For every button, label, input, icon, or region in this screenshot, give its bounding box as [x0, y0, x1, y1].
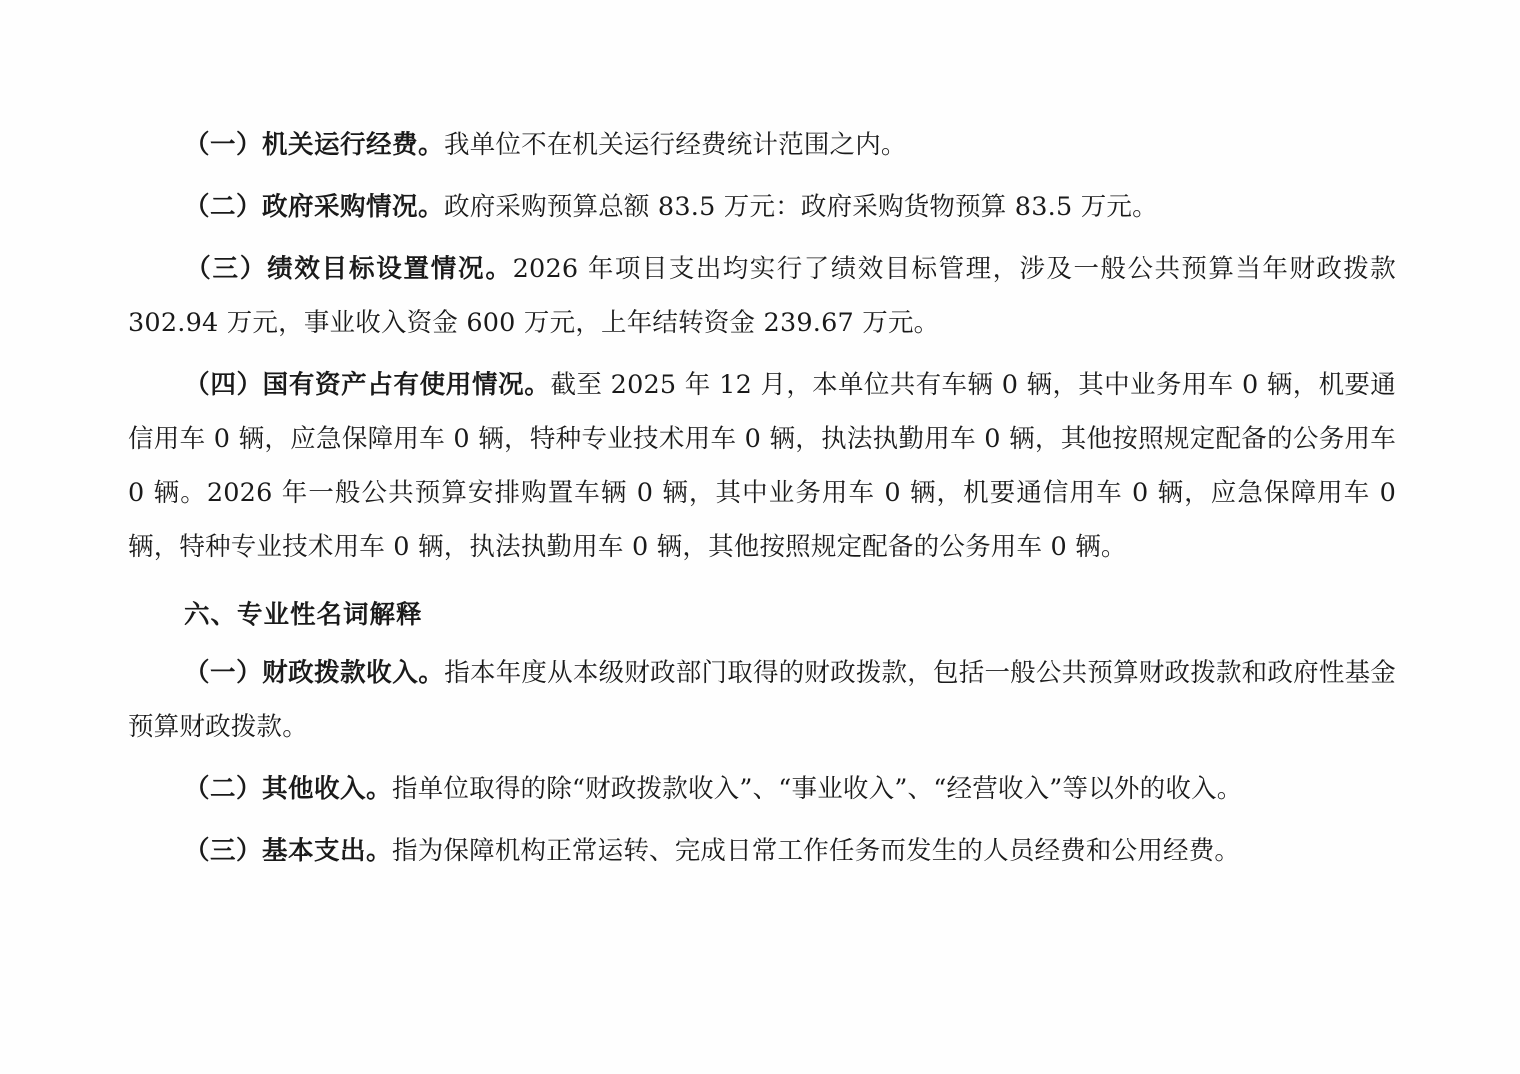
paragraph-text: 我单位不在机关运行经费统计范围之内。 — [444, 130, 907, 160]
paragraph-text: 指单位取得的除“财政拨款收入”、“事业收入”、“经营收入”等以外的收入。 — [392, 774, 1243, 804]
paragraph-text: 政府采购预算总额 83.5 万元：政府采购货物预算 83.5 万元。 — [444, 192, 1158, 222]
paragraph-lead: （二）其他收入。 — [184, 774, 393, 804]
paragraph-text: 截至 2025 年 12 月，本单位共有车辆 0 辆，其中业务用车 0 辆，机要通信用车 0 辆，应急保障用车 0 辆，特种专业技术用车 0 辆，执法执勤用车 0 辆，其他按照规定配备的公务用车 0 辆。2026 年一般公共预算安排购置车辆 0 辆，其中业务用车 0 辆，机要通信用车 0 辆，应急保障用车 0 辆，特种专业技术用车 0 辆，执法执勤用车 0 辆，其他按照规定配备的公务用车 0 辆。 — [128, 370, 1405, 562]
paragraph-lead: （三）绩效目标设置情况。 — [184, 254, 513, 284]
paragraph-lead: （二）政府采购情况。 — [184, 192, 445, 222]
paragraph-text: 指本年度从本级财政部门取得的财政拨款，包括一般公共预算财政拨款和政府性基金预算财政拨款。 — [128, 658, 1396, 742]
paragraph-state-owned-assets — [128, 358, 1405, 574]
paragraph-lead: （一）机关运行经费。 — [184, 130, 445, 160]
paragraph-performance-targets — [128, 242, 1405, 350]
paragraph-text: 指为保障机构正常运转、完成日常工作任务而发生的人员经费和公用经费。 — [392, 836, 1241, 866]
paragraph-term-other-income — [128, 762, 1396, 816]
paragraph-term-basic-expenditure — [128, 824, 1396, 878]
paragraph-text: 2026 年项目支出均实行了绩效目标管理，涉及一般公共预算当年财政拨款 302.94 万元，事业收入资金 600 万元，上年结转资金 239.67 万元。 — [128, 254, 1405, 338]
paragraph-lead: （一）财政拨款收入。 — [184, 658, 445, 688]
paragraph-term-fiscal-appropriation-income — [128, 646, 1396, 754]
paragraph-government-procurement — [128, 180, 1396, 234]
document-body — [128, 118, 1405, 878]
section-heading-six — [128, 588, 1396, 642]
paragraph-lead: （三）基本支出。 — [184, 836, 393, 866]
section-heading-six-text: 六、专业性名词解释 — [184, 600, 423, 630]
paragraph-lead: （四）国有资产占有使用情况。 — [184, 370, 551, 400]
paragraph-agency-operating-expenses — [128, 118, 1396, 172]
